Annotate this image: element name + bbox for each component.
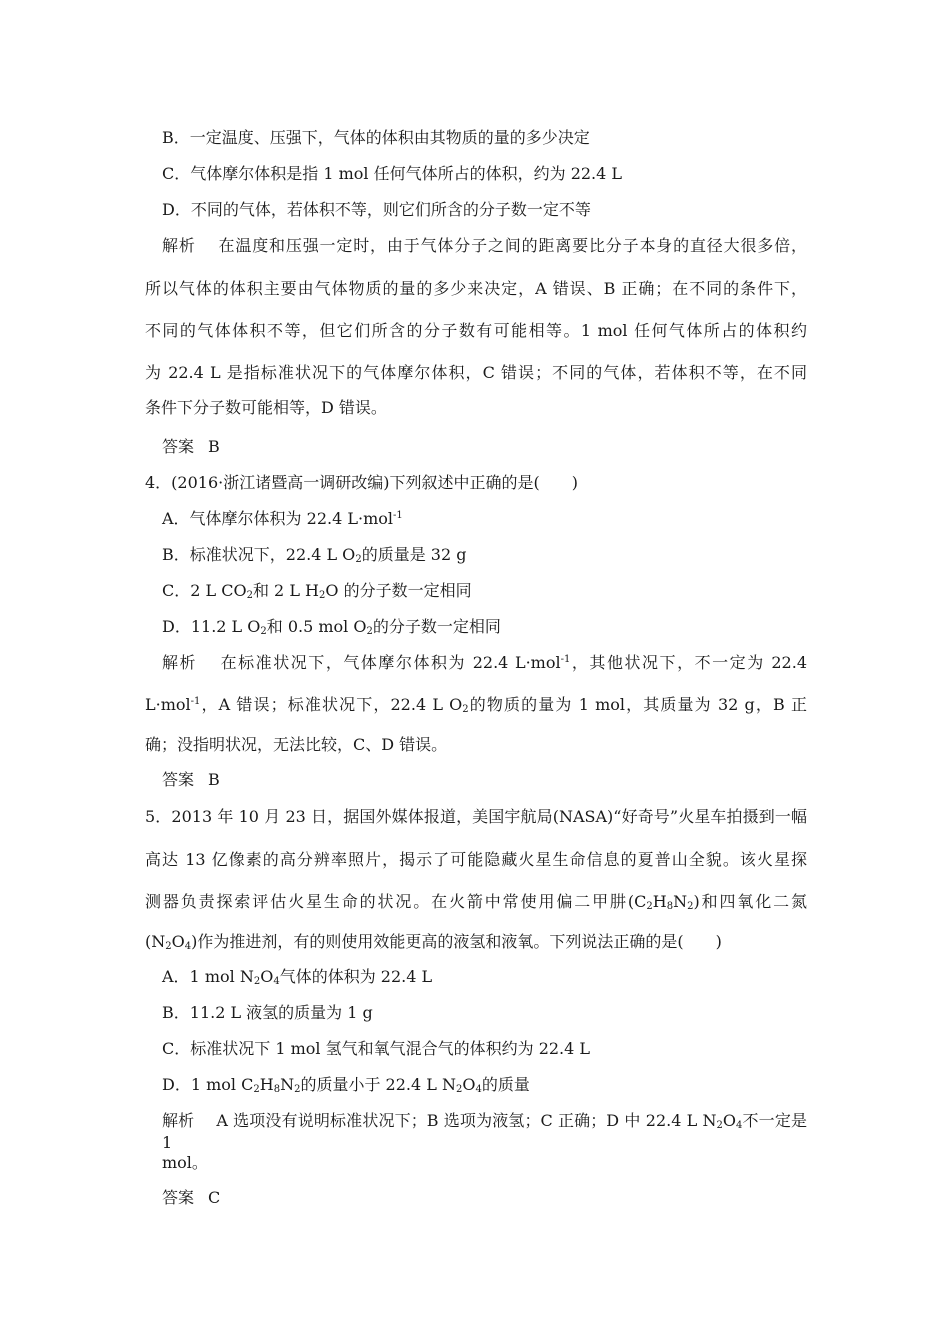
answer-label: 答案 <box>162 770 195 789</box>
q5-option-d: D．1 mol $C_2H_8N_2$的质量小于 22.4 L $N_2O_4$的质量 <box>162 1075 530 1095</box>
q5-option-a: A．1 mol $N_2O_4$气体的体积为 22.4 L <box>162 967 433 987</box>
q3-analysis-line-1: 解析 在温度和压强一定时，由于气体分子之间的距离要比分子本身的直径大很多倍， <box>162 236 807 255</box>
q3-answer <box>162 436 220 458</box>
q5-stem-line-2: 高达 13 亿像素的高分辨率照片，揭示了可能隐藏火星生命信息的夏普山全貌。该火星探 <box>145 850 807 869</box>
answer-label: 答案 <box>162 437 195 456</box>
q5-answer <box>162 1187 220 1209</box>
q5-analysis-line-2: mol。 <box>162 1153 208 1172</box>
q3-analysis-line-3: 不同的气体体积不等，但它们所含的分子数有可能相等。1 mol 任何气体所占的体积约 <box>145 321 807 340</box>
q3-option-c: C．气体摩尔体积是指 1 mol 任何气体所占的体积，约为 22.4 L <box>162 164 623 183</box>
q5-analysis-line-1: 解析 A 选项没有说明标准状况下；B 选项为液氢；C 正确；D 中 22.4 L $N_2O_4$不一定是 1 <box>162 1111 807 1152</box>
analysis-label: 解析 <box>162 236 196 255</box>
answer-label: 答案 <box>162 1188 195 1207</box>
answer-value: C <box>208 1188 221 1207</box>
q5-option-c: C．标准状况下 1 mol 氢气和氧气混合气的体积约为 22.4 L <box>162 1039 591 1058</box>
q5-stem-line-1: 5．2013 年 10 月 23 日，据国外媒体报道，美国宇航局(NASA)“好奇号”火星车拍摄到一幅 <box>145 807 807 826</box>
analysis-label: 解析 <box>162 653 198 672</box>
q3-option-b: B．一定温度、压强下，气体的体积由其物质的量的多少决定 <box>162 128 590 147</box>
q5-stem-line-3: 测器负责探索评估火星生命的状况。在火箭中常使用偏二甲肼$(C_2H_8N_2)$和四氧化二氮 <box>145 892 807 912</box>
answer-value: B <box>208 770 220 789</box>
q3-analysis-line-2: 所以气体的体积主要由气体物质的量的多少来决定，A 错误、B 正确；在不同的条件下， <box>145 279 807 298</box>
q4-answer <box>162 769 220 791</box>
q4-option-a: A．气体摩尔体积为 22.4 L·mol$^{-1}$ <box>162 509 403 528</box>
q3-analysis-line-4: 为 22.4 L 是指标准状况下的气体摩尔体积，C 错误；不同的气体，若体积不等，在不同 <box>145 363 807 382</box>
q4-option-c: C．2 L $CO_2$和 2 L $H_2O$ 的分子数一定相同 <box>162 581 472 601</box>
answer-value: B <box>208 437 220 456</box>
q4-option-b: B．标准状况下，22.4 L $O_2$的质量是 32 g <box>162 545 467 565</box>
q4-option-d: D．11.2 L $O_2$和 0.5 mol $O_2$的分子数一定相同 <box>162 617 501 637</box>
q3-option-d: D．不同的气体，若体积不等，则它们所含的分子数一定不等 <box>162 200 591 219</box>
q4-stem: 4．(2016·浙江诸暨高一调研改编)下列叙述中正确的是( ) <box>145 473 578 492</box>
analysis-label: 解析 <box>162 1111 195 1130</box>
q4-analysis-line-2: L·mol$^{-1}$，A 错误；标准状况下，22.4 L $O_2$的物质的量为 1 mol，其质量为 32 g，B 正 <box>145 695 807 715</box>
q5-stem-line-4: $(N_2O_4)$作为推进剂，有的则使用效能更高的液氢和液氧。下列说法正确的是( ) <box>145 932 722 952</box>
q3-analysis-line-5: 条件下分子数可能相等，D 错误。 <box>145 398 387 417</box>
q5-option-b: B．11.2 L 液氢的质量为 1 g <box>162 1003 373 1022</box>
q4-analysis-line-1: 解析 在标准状况下，气体摩尔体积为 22.4 L·mol$^{-1}$，其他状况下，不一定为 22.4 <box>162 653 807 672</box>
q4-analysis-line-3: 确；没指明状况，无法比较，C、D 错误。 <box>145 735 448 754</box>
